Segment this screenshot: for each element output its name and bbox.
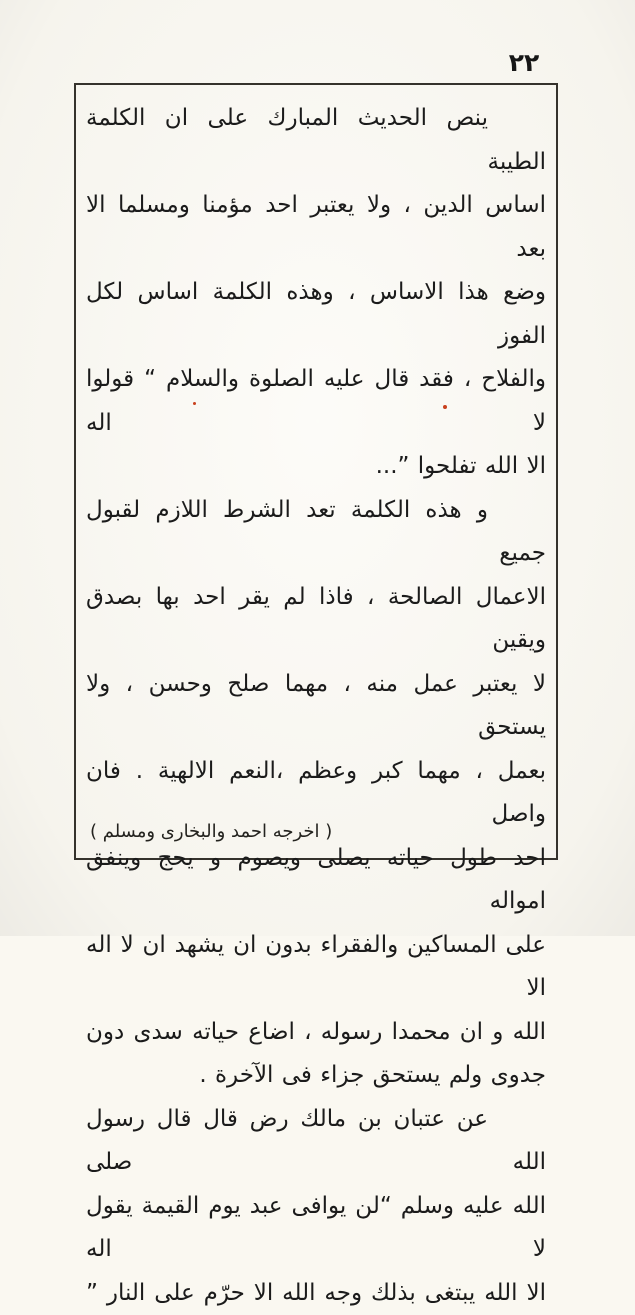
text-line: احد طول حياته يصلى ويصوم و يحج وينفق امواله bbox=[86, 837, 546, 924]
text-line: على المساكين والفقراء بدون ان يشهد ان لا اله الا bbox=[86, 924, 546, 1011]
text-line: الاعمال الصالحة ، فاذا لم يقر احد بها بصدق ويقين bbox=[86, 576, 546, 663]
ink-speck bbox=[193, 402, 196, 405]
text-frame-border bbox=[74, 83, 558, 860]
page-number: ٢٢ bbox=[500, 48, 548, 77]
ink-speck bbox=[443, 405, 447, 409]
text-line: ينص الحديث المبارك على ان الكلمة الطيبة bbox=[86, 97, 546, 184]
hadith-attribution: ( اخرجه احمد والبخارى ومسلم ) bbox=[90, 821, 332, 842]
text-line: بعمل ، مهما كبر وعظم ،النعم الالهية . فان واصل bbox=[86, 750, 546, 837]
text-line: لا يعتبر عمل منه ، مهما صلح وحسن ، ولا يستحق bbox=[86, 663, 546, 750]
text-line: الا الله تفلحوا ”... bbox=[86, 445, 546, 489]
text-line: والفلاح ، فقد قال عليه الصلوة والسلام “ قولوا لا اله bbox=[86, 358, 546, 445]
text-line: عن عتبان بن مالك رض قال قال رسول الله صلى bbox=[86, 1098, 546, 1185]
text-line: الا الله يبتغى بذلك وجه الله الا حرّم على النار ” bbox=[86, 1272, 546, 1315]
text-line: الله و ان محمدا رسوله ، اضاع حياته سدى دون bbox=[86, 1011, 546, 1055]
text-lines bbox=[86, 97, 546, 1315]
text-line: و هذه الكلمة تعد الشرط اللازم لقبول جميع bbox=[86, 489, 546, 576]
text-line: اساس الدين ، ولا يعتبر احد مؤمنا ومسلما الا بعد bbox=[86, 184, 546, 271]
text-line: الله عليه وسلم “لن يوافى عبد يوم القيمة يقول لا اله bbox=[86, 1185, 546, 1272]
text-line: جدوى ولم يستحق جزاء فى الآخرة . bbox=[86, 1054, 546, 1098]
text-line: وضع هذا الاساس ، وهذه الكلمة اساس لكل الفوز bbox=[86, 271, 546, 358]
